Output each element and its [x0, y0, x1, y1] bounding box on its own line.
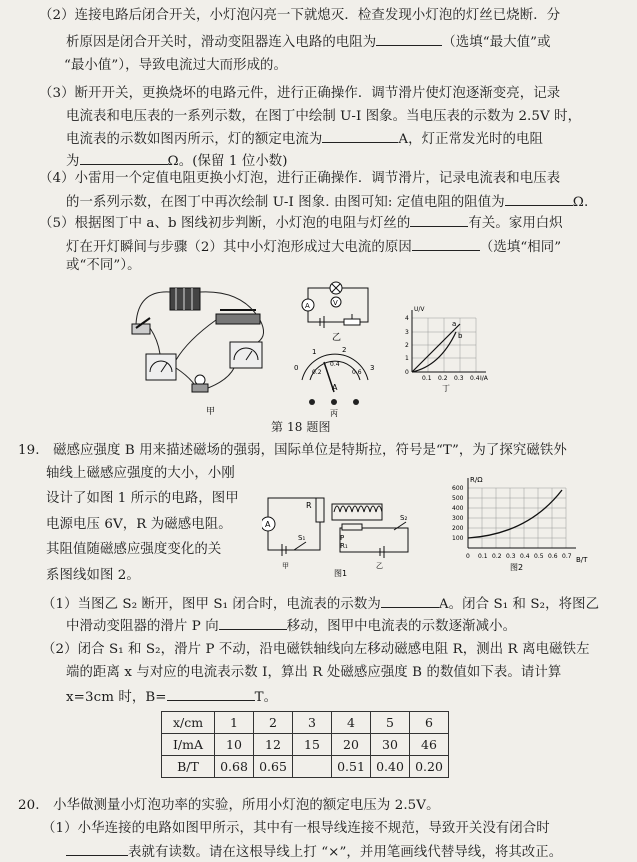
- q18-p2-line3: “最小值”），导致电流过大而形成的。: [64, 58, 288, 73]
- svg-text:S₂: S₂: [400, 514, 408, 522]
- svg-text:甲: 甲: [282, 562, 289, 570]
- q18-p3-line2: 电流表和电压表的一系列示数，在图丁中绘制 U-I 图象。当电压表的示数为 2.5V 时，: [66, 109, 582, 124]
- svg-text:0.7: 0.7: [562, 553, 572, 560]
- answer-blank[interactable]: [219, 616, 287, 630]
- svg-text:R₁: R₁: [340, 542, 348, 550]
- svg-text:0.6: 0.6: [352, 369, 362, 376]
- label-jia: 甲: [206, 407, 216, 417]
- svg-text:B/T: B/T: [576, 556, 588, 564]
- table-row: I/mA 10 12 15 20 30 46: [162, 734, 449, 756]
- svg-text:600: 600: [452, 485, 464, 492]
- rheostat-r1: [342, 524, 362, 530]
- svg-text:0.3: 0.3: [506, 553, 516, 560]
- svg-text:3: 3: [405, 329, 409, 336]
- svg-text:0.4: 0.4: [470, 375, 480, 382]
- q19-line6: 系图线如图 2。: [46, 568, 140, 583]
- q19-p1-line2: 中滑动变阻器的滑片 P 向 移动，图甲中电流表的示数逐渐减小。: [66, 616, 516, 636]
- magnetoresistor-r: [316, 498, 324, 522]
- ui-graph-ding: [400, 304, 492, 394]
- svg-text:1: 1: [405, 355, 409, 362]
- q19-figure1: [262, 484, 424, 578]
- q18-p5-line3: 或“不同”）。: [66, 258, 141, 273]
- q19-data-table: [161, 711, 449, 778]
- svg-text:0: 0: [294, 364, 299, 372]
- q20-p1-line1: （1）小华连接的电路如图甲所示，其中有一根导线连接不规范，导致开关没有闭合时: [42, 821, 550, 836]
- q19-line5: 其阻值随磁感应强度变化的关: [46, 542, 222, 557]
- answer-blank[interactable]: [66, 842, 128, 856]
- q18-p2-line1: （2）连接电路后闭合开关，小灯泡闪亮一下就熄灭．检查发现小灯泡的灯丝已烧断．分: [39, 8, 561, 23]
- svg-text:100: 100: [452, 535, 464, 542]
- label-ding: 丁: [442, 384, 450, 393]
- svg-text:0: 0: [405, 369, 409, 376]
- svg-text:0.2: 0.2: [438, 375, 448, 382]
- q18-p3-line3: 电流表的示数如图丙所示，灯的额定电流为 A，灯正常发光时的电阻: [66, 129, 543, 149]
- q19-figure2-graph: [438, 474, 598, 574]
- q18-p4-line1: （4）小雷用一个定值电阻更换小灯泡，进行正确操作．调节滑片，记录电流表和电压表: [39, 171, 561, 186]
- svg-text:1: 1: [312, 348, 317, 356]
- svg-text:0.3: 0.3: [454, 375, 464, 382]
- svg-text:A: A: [305, 302, 310, 310]
- svg-text:R: R: [306, 501, 312, 510]
- answer-blank[interactable]: [381, 594, 439, 608]
- q19-p1-line1: （1）当图乙 S₂ 断开，图甲 S₁ 闭合时，电流表的示数为 A。闭合 S₁ 和 S₂，将图乙: [42, 594, 599, 614]
- table-row: x/cm 1 2 3 4 5 6: [162, 712, 449, 734]
- q18-p5-line1: （5）根据图丁中 a、b 图线初步判断，小灯泡的电阻与灯丝的 有关。家用白炽: [39, 213, 563, 233]
- answer-blank[interactable]: [167, 687, 255, 701]
- rheostat-icon: [216, 314, 260, 324]
- svg-text:0: 0: [466, 553, 470, 560]
- circuit-jia-figure: [118, 280, 300, 420]
- svg-text:S₁: S₁: [298, 534, 306, 542]
- q19-line3: 设计了如图 1 所示的电路，图甲: [46, 491, 239, 506]
- answer-blank[interactable]: [505, 192, 573, 206]
- svg-text:A: A: [332, 383, 338, 392]
- q19-line1: 19. 磁感应强度 B 用来描述磁场的强弱，国际单位是特斯拉，符号是“T”，为了探究磁铁外: [18, 443, 567, 458]
- ammeter-dial-bing: [290, 340, 380, 418]
- answer-blank[interactable]: [322, 129, 398, 143]
- svg-text:0.5: 0.5: [534, 553, 544, 560]
- q18-figure-caption: 第 18 题图: [271, 420, 331, 434]
- label-yi: 乙: [332, 333, 342, 343]
- q18-p3-line4: 为 Ω。(保留 1 位小数): [66, 151, 288, 171]
- q19-p2-line1: （2）闭合 S₁ 和 S₂，滑片 P 不动，沿电磁铁轴线向左移动磁感电阻 R，测出 R 离电磁铁左: [42, 642, 590, 657]
- svg-text:I/A: I/A: [480, 375, 488, 382]
- fig2-caption: 图2: [510, 563, 524, 572]
- q18-p2-line2: 析原因是闭合开关时，滑动变阻器连入电路的电阻为 （选填“最大值”或: [66, 32, 551, 52]
- q19-line4: 电源电压 6V，R 为磁感电阻。: [46, 517, 232, 532]
- svg-text:0.2: 0.2: [492, 553, 502, 560]
- q18-p3-line1: （3）断开开关，更换烧坏的电路元件，进行正确操作．调节滑片使灯泡逐渐变亮，记录: [39, 86, 561, 101]
- svg-text:乙: 乙: [376, 562, 383, 570]
- svg-text:0.1: 0.1: [478, 553, 488, 560]
- answer-blank[interactable]: [80, 151, 168, 165]
- svg-text:0.4: 0.4: [330, 361, 340, 368]
- battery-icon: [170, 288, 200, 310]
- table-row: B/T 0.68 0.65 0.51 0.40 0.20: [162, 756, 449, 778]
- svg-text:0.2: 0.2: [312, 369, 322, 376]
- svg-text:a: a: [452, 320, 457, 328]
- svg-text:R/Ω: R/Ω: [470, 476, 483, 484]
- svg-text:0.1: 0.1: [422, 375, 432, 382]
- svg-text:A: A: [265, 520, 271, 529]
- ammeter-icon: [146, 354, 176, 380]
- svg-text:4: 4: [405, 315, 409, 322]
- q20-line1: 20. 小华做测量小灯泡功率的实验，所用小灯泡的额定电压为 2.5V。: [18, 798, 440, 813]
- svg-text:2: 2: [342, 346, 347, 354]
- svg-text:500: 500: [452, 495, 464, 502]
- fig1-caption: 图1: [334, 569, 348, 578]
- q18-p5-line2: 灯在开灯瞬间与步骤（2）其中小灯泡形成过大电流的原因 （选填“相同”: [66, 237, 561, 257]
- svg-text:3: 3: [370, 364, 375, 372]
- q19-line2: 轴线上磁感应强度的大小，小刚: [46, 466, 235, 481]
- label-bing: 丙: [330, 409, 338, 418]
- svg-text:b: b: [458, 332, 463, 340]
- q19-p2-line2: 端的距离 x 与对应的电流表示数 I，算出 R 处磁感应强度 B 的数值如下表。请计算: [66, 665, 562, 680]
- circuit-yi-figure: [296, 278, 378, 344]
- answer-blank[interactable]: [412, 237, 480, 251]
- answer-cell[interactable]: [293, 756, 332, 778]
- svg-text:V: V: [333, 299, 338, 307]
- q19-p2-line3: x=3cm 时，B= T。: [66, 687, 277, 707]
- svg-text:300: 300: [452, 515, 464, 522]
- answer-blank[interactable]: [410, 213, 468, 227]
- svg-text:400: 400: [452, 505, 464, 512]
- svg-text:2: 2: [405, 342, 409, 349]
- svg-text:0.6: 0.6: [548, 553, 558, 560]
- svg-text:P: P: [340, 534, 345, 542]
- q18-p4-line2: 的一系列示数，在图丁中再次绘制 U-I 图象. 由图可知: 定值电阻的阻值为 Ω.: [66, 192, 588, 212]
- graph-line-a: [412, 324, 460, 372]
- svg-text:0.4: 0.4: [520, 553, 530, 560]
- svg-text:U/V: U/V: [414, 306, 425, 313]
- q20-p1-line2: 表就有读数。请在这根导线上打 “×”，并用笔画线代替导线，将其改正。: [66, 842, 562, 862]
- svg-text:200: 200: [452, 525, 464, 532]
- answer-blank[interactable]: [376, 32, 442, 46]
